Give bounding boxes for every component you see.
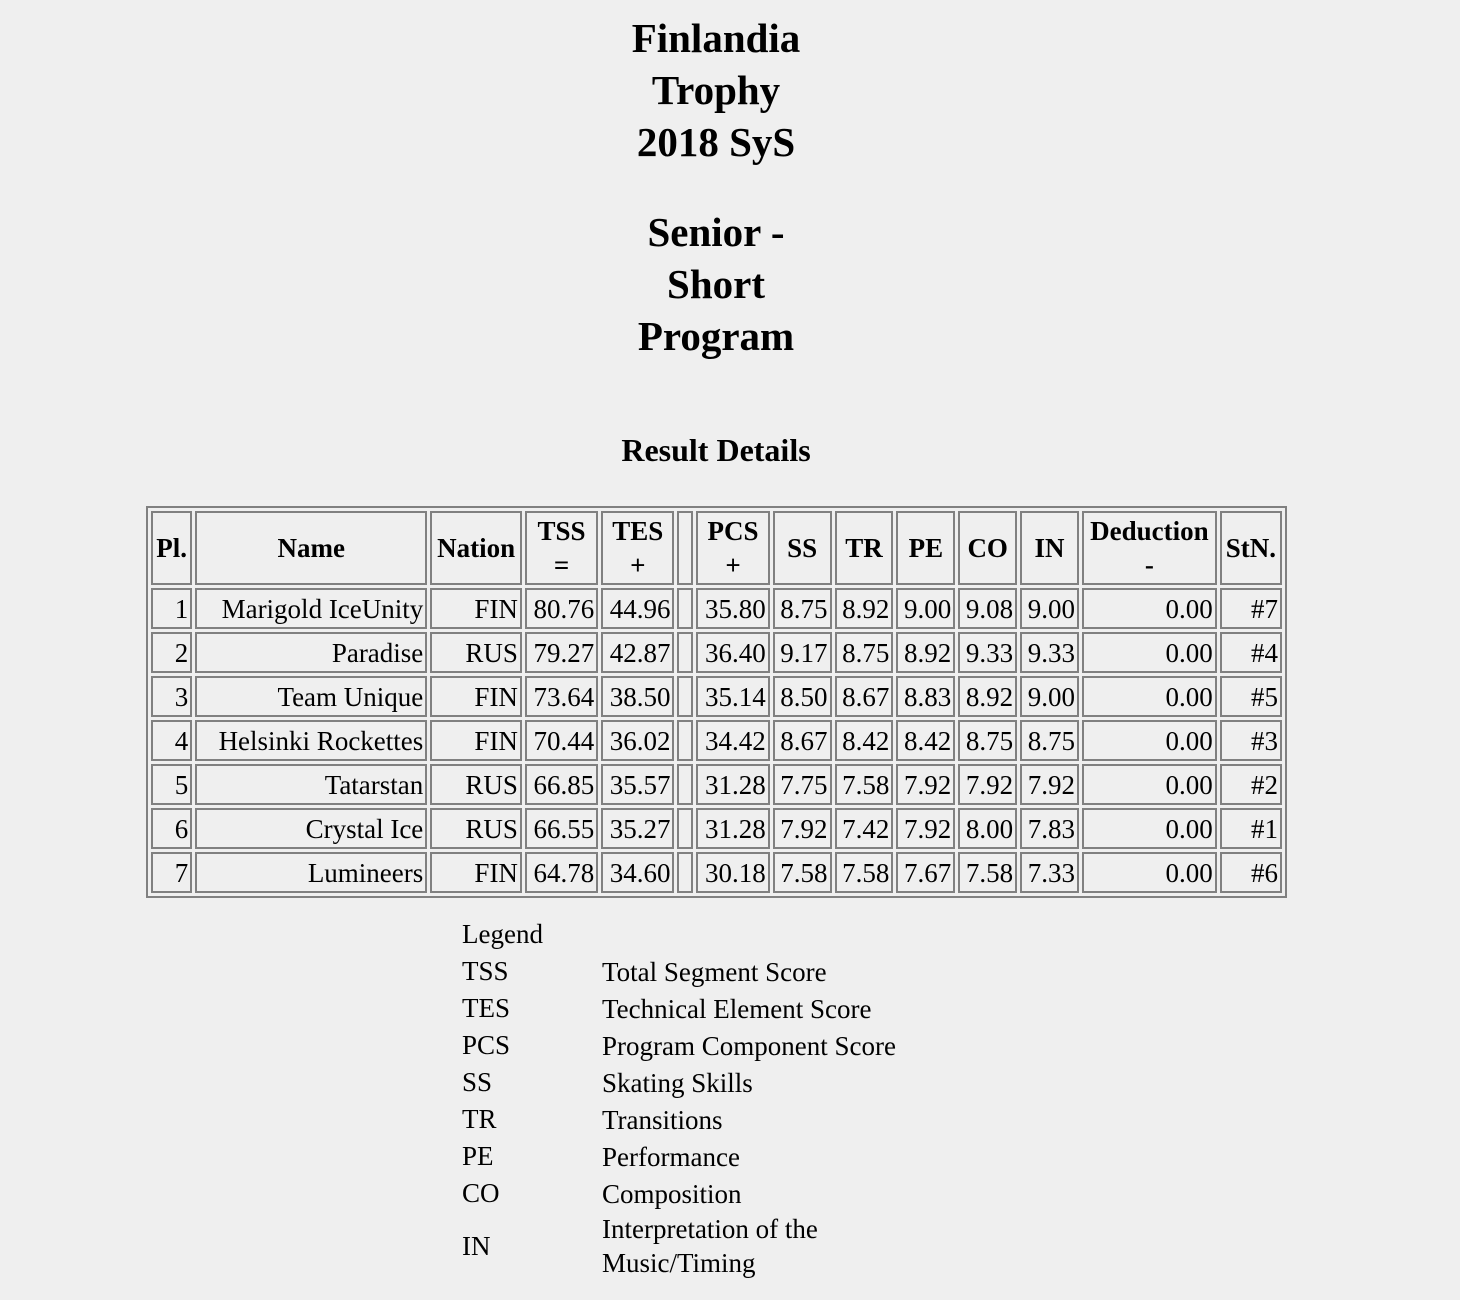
cell-pe: 7.67 [896, 852, 955, 893]
cell-co: 8.92 [958, 676, 1017, 717]
cell-co: 7.58 [958, 852, 1017, 893]
cell-start-number: #1 [1220, 808, 1282, 849]
legend-desc: Program Component Score [602, 1030, 896, 1061]
cell-deduction: 0.00 [1082, 676, 1217, 717]
col-header-co: CO [958, 511, 1017, 585]
cell-separator [677, 720, 693, 761]
table-row [151, 808, 1282, 849]
cell-tr: 7.58 [835, 852, 894, 893]
legend-item [462, 953, 942, 990]
cell-tes: 38.50 [601, 676, 674, 717]
subtitle-line: Program [637, 313, 795, 359]
legend [462, 916, 942, 1280]
cell-tr: 8.67 [835, 676, 894, 717]
legend-item [462, 1138, 942, 1175]
table-row [151, 764, 1282, 805]
cell-place: 1 [151, 588, 192, 629]
cell-tes: 36.02 [601, 720, 674, 761]
cell-pcs: 31.28 [696, 764, 769, 805]
cell-deduction: 0.00 [1082, 764, 1217, 805]
title-line: Trophy [651, 67, 781, 113]
legend-abbr: TES [462, 993, 511, 1023]
cell-tss: 80.76 [525, 588, 598, 629]
legend-desc: Composition [602, 1178, 742, 1209]
cell-ss: 9.17 [773, 632, 832, 673]
cell-tes: 42.87 [601, 632, 674, 673]
cell-tr: 7.58 [835, 764, 894, 805]
cell-deduction: 0.00 [1082, 808, 1217, 849]
cell-pe: 8.92 [896, 632, 955, 673]
col-header-separator [677, 511, 693, 585]
cell-nation: FIN [430, 676, 522, 717]
cell-co: 8.00 [958, 808, 1017, 849]
cell-place: 2 [151, 632, 192, 673]
cell-name: Marigold IceUnity [195, 588, 427, 629]
cell-tr: 8.92 [835, 588, 894, 629]
cell-ss: 8.50 [773, 676, 832, 717]
legend-desc: Technical Element Score [602, 993, 872, 1024]
title-line: Finlandia [631, 15, 801, 61]
cell-pe: 7.92 [896, 764, 955, 805]
col-header-pe: PE [896, 511, 955, 585]
cell-tss: 64.78 [525, 852, 598, 893]
legend-desc: Total Segment Score [602, 956, 827, 987]
cell-name: Team Unique [195, 676, 427, 717]
section-heading: Result Details [621, 432, 811, 468]
col-header-nation: Nation [430, 511, 522, 585]
cell-tss: 79.27 [525, 632, 598, 673]
cell-tr: 7.42 [835, 808, 894, 849]
cell-in: 7.33 [1020, 852, 1079, 893]
legend-abbr: PCS [462, 1030, 511, 1060]
legend-item [462, 1101, 942, 1138]
cell-name: Tatarstan [195, 764, 427, 805]
cell-tr: 8.75 [835, 632, 894, 673]
legend-title: Legend [462, 919, 543, 949]
cell-ss: 8.75 [773, 588, 832, 629]
cell-ss: 7.75 [773, 764, 832, 805]
legend-desc: Performance [602, 1141, 740, 1172]
cell-separator [677, 588, 693, 629]
legend-abbr: TR [462, 1104, 497, 1134]
table-row [151, 852, 1282, 893]
cell-deduction: 0.00 [1082, 720, 1217, 761]
cell-tes: 44.96 [601, 588, 674, 629]
legend-abbr: CO [462, 1178, 500, 1208]
cell-tss: 66.85 [525, 764, 598, 805]
col-header-pl: Pl. [151, 511, 192, 585]
cell-tes: 35.57 [601, 764, 674, 805]
col-header-tss: TSS = [525, 511, 598, 585]
cell-in: 8.75 [1020, 720, 1079, 761]
legend-desc: Transitions [602, 1104, 723, 1135]
cell-nation: FIN [430, 588, 522, 629]
results-table [146, 506, 1287, 898]
cell-nation: RUS [430, 764, 522, 805]
cell-start-number: #2 [1220, 764, 1282, 805]
cell-in: 7.92 [1020, 764, 1079, 805]
cell-place: 4 [151, 720, 192, 761]
cell-pe: 8.42 [896, 720, 955, 761]
table-row [151, 588, 1282, 629]
cell-start-number: #6 [1220, 852, 1282, 893]
cell-nation: RUS [430, 632, 522, 673]
cell-pcs: 31.28 [696, 808, 769, 849]
cell-co: 7.92 [958, 764, 1017, 805]
legend-item [462, 1027, 942, 1064]
table-row [151, 720, 1282, 761]
legend-item [462, 990, 942, 1027]
cell-tss: 66.55 [525, 808, 598, 849]
legend-abbr: TSS [462, 956, 509, 986]
cell-tes: 35.27 [601, 808, 674, 849]
legend-abbr: SS [462, 1067, 493, 1097]
cell-place: 7 [151, 852, 192, 893]
cell-in: 9.00 [1020, 676, 1079, 717]
cell-separator [677, 808, 693, 849]
legend-abbr: PE [462, 1141, 494, 1171]
cell-name: Crystal Ice [195, 808, 427, 849]
cell-in: 7.83 [1020, 808, 1079, 849]
col-header-ss: SS [773, 511, 832, 585]
cell-name: Lumineers [195, 852, 427, 893]
table-row [151, 632, 1282, 673]
cell-deduction: 0.00 [1082, 852, 1217, 893]
table-header-row [151, 511, 1282, 585]
cell-pe: 9.00 [896, 588, 955, 629]
cell-pcs: 35.80 [696, 588, 769, 629]
cell-separator [677, 764, 693, 805]
cell-separator [677, 852, 693, 893]
cell-co: 9.33 [958, 632, 1017, 673]
cell-separator [677, 632, 693, 673]
cell-pe: 8.83 [896, 676, 955, 717]
cell-tss: 70.44 [525, 720, 598, 761]
cell-place: 6 [151, 808, 192, 849]
cell-pcs: 30.18 [696, 852, 769, 893]
cell-ss: 7.92 [773, 808, 832, 849]
subtitle-line: Short [667, 261, 765, 307]
title-line: 2018 SyS [636, 119, 796, 165]
cell-separator [677, 676, 693, 717]
col-header-deduction: Deduction - [1082, 511, 1217, 585]
cell-in: 9.00 [1020, 588, 1079, 629]
legend-item [462, 1064, 942, 1101]
cell-ss: 7.58 [773, 852, 832, 893]
cell-pcs: 36.40 [696, 632, 769, 673]
cell-deduction: 0.00 [1082, 632, 1217, 673]
col-header-tes: TES + [601, 511, 674, 585]
cell-start-number: #7 [1220, 588, 1282, 629]
cell-start-number: #4 [1220, 632, 1282, 673]
cell-ss: 8.67 [773, 720, 832, 761]
cell-place: 3 [151, 676, 192, 717]
subtitle-line: Senior - [647, 209, 785, 255]
col-header-name: Name [195, 511, 427, 585]
cell-deduction: 0.00 [1082, 588, 1217, 629]
cell-nation: FIN [430, 852, 522, 893]
cell-start-number: #3 [1220, 720, 1282, 761]
cell-name: Paradise [195, 632, 427, 673]
cell-co: 9.08 [958, 588, 1017, 629]
table-row [151, 676, 1282, 717]
col-header-in: IN [1020, 511, 1079, 585]
legend-desc: Skating Skills [602, 1067, 753, 1098]
cell-tss: 73.64 [525, 676, 598, 717]
cell-in: 9.33 [1020, 632, 1079, 673]
cell-tes: 34.60 [601, 852, 674, 893]
cell-tr: 8.42 [835, 720, 894, 761]
cell-place: 5 [151, 764, 192, 805]
col-header-tr: TR [835, 511, 894, 585]
cell-nation: FIN [430, 720, 522, 761]
legend-item [462, 1175, 942, 1212]
legend-item [462, 1212, 942, 1280]
cell-co: 8.75 [958, 720, 1017, 761]
legend-abbr: IN [462, 1230, 491, 1261]
cell-pcs: 35.14 [696, 676, 769, 717]
legend-desc: Interpretation of the Music/Timing [602, 1214, 818, 1278]
cell-pe: 7.92 [896, 808, 955, 849]
col-header-pcs: PCS + [696, 511, 769, 585]
page-title [0, 12, 1432, 362]
legend-table [462, 953, 942, 1280]
cell-pcs: 34.42 [696, 720, 769, 761]
cell-nation: RUS [430, 808, 522, 849]
cell-start-number: #5 [1220, 676, 1282, 717]
cell-name: Helsinki Rockettes [195, 720, 427, 761]
col-header-stn: StN. [1220, 511, 1282, 585]
